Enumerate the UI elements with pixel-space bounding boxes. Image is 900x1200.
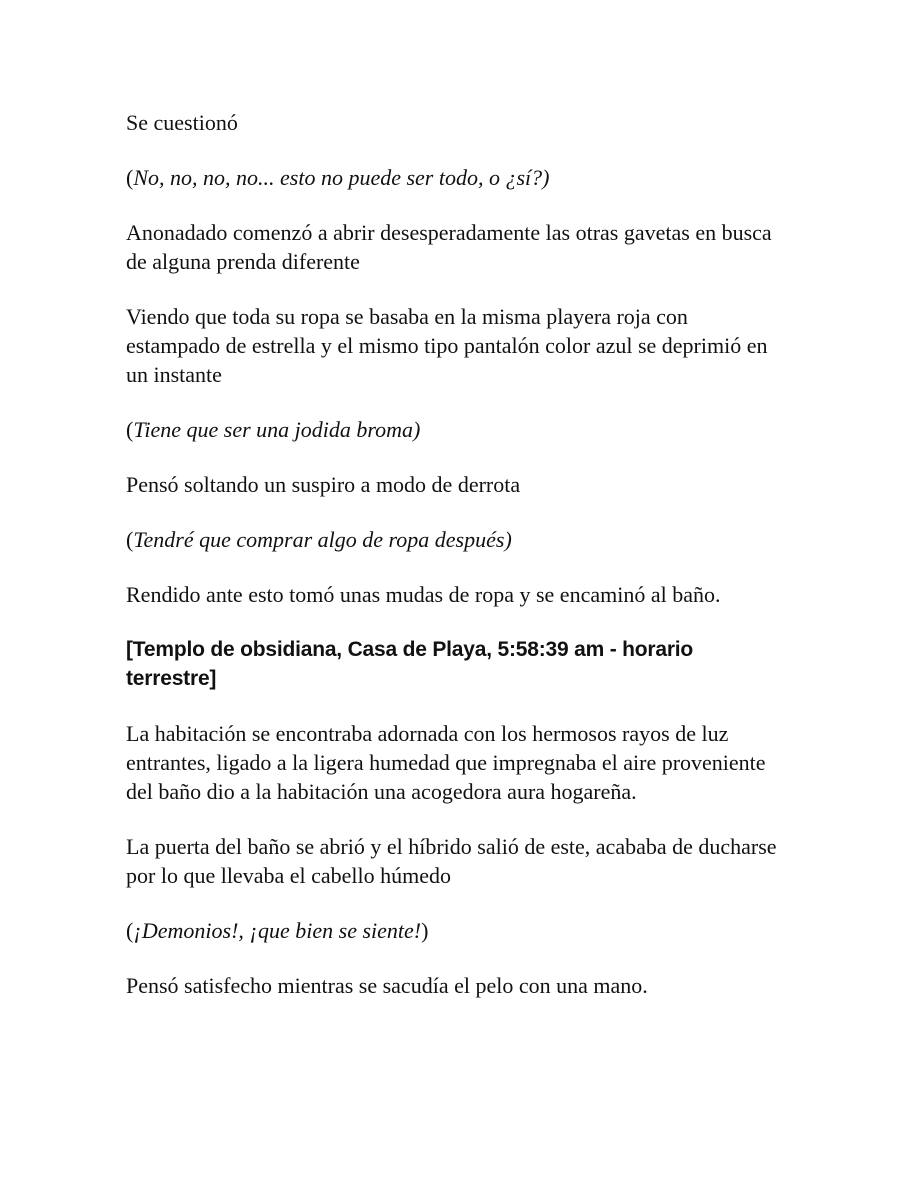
document-page <box>126 108 786 1026</box>
thought-1 <box>126 163 786 192</box>
paragraph-1: Se cuestionó <box>126 110 238 135</box>
thought-1-text: No, no, no, no... esto no puede ser todo, o ¿sí?) <box>133 165 550 190</box>
thought-2-text: Tiene que ser una jodida broma) <box>133 417 421 442</box>
paragraph-12: Pensó satisfecho mientras se sacudía el pelo con una mano. <box>126 973 648 998</box>
paragraph-4: Viendo que toda su ropa se basaba en la misma playera roja con estampado de estrella y el mismo tipo pantalón color azul se deprimió en un instante <box>126 304 768 387</box>
thought-3 <box>126 525 786 554</box>
thought-2 <box>126 415 786 444</box>
paragraph-3: Anonadado comenzó a abrir desesperadamente las otras gavetas en busca de alguna prenda diferente <box>126 220 772 274</box>
scene-heading: [Templo de obsidiana, Casa de Playa, 5:58:39 am - horario terrestre] <box>126 638 694 690</box>
thought-4-close: ) <box>421 918 429 943</box>
paragraph-8: Rendido ante esto tomó unas mudas de ropa y se encaminó al baño. <box>126 582 721 607</box>
thought-4 <box>126 916 786 945</box>
thought-1-open: ( <box>126 165 134 190</box>
thought-4-open: ( <box>126 918 134 943</box>
thought-3-open: ( <box>126 527 134 552</box>
thought-2-open: ( <box>126 417 134 442</box>
paragraph-10: La puerta del baño se abrió y el híbrido salió de este, acababa de ducharse por lo que llevaba el cabello húmedo <box>126 834 777 888</box>
thought-4-text: ¡Demonios!, ¡que bien se siente! <box>133 918 422 943</box>
paragraph-6: Pensó soltando un suspiro a modo de derrota <box>126 472 521 497</box>
paragraph-9: La habitación se encontraba adornada con los hermosos rayos de luz entrantes, ligado a la ligera humedad que impregnaba el aire proveniente del baño dio a la habitación una acogedora aura hogareña. <box>126 721 766 804</box>
thought-3-text: Tendré que comprar algo de ropa después) <box>133 527 512 552</box>
